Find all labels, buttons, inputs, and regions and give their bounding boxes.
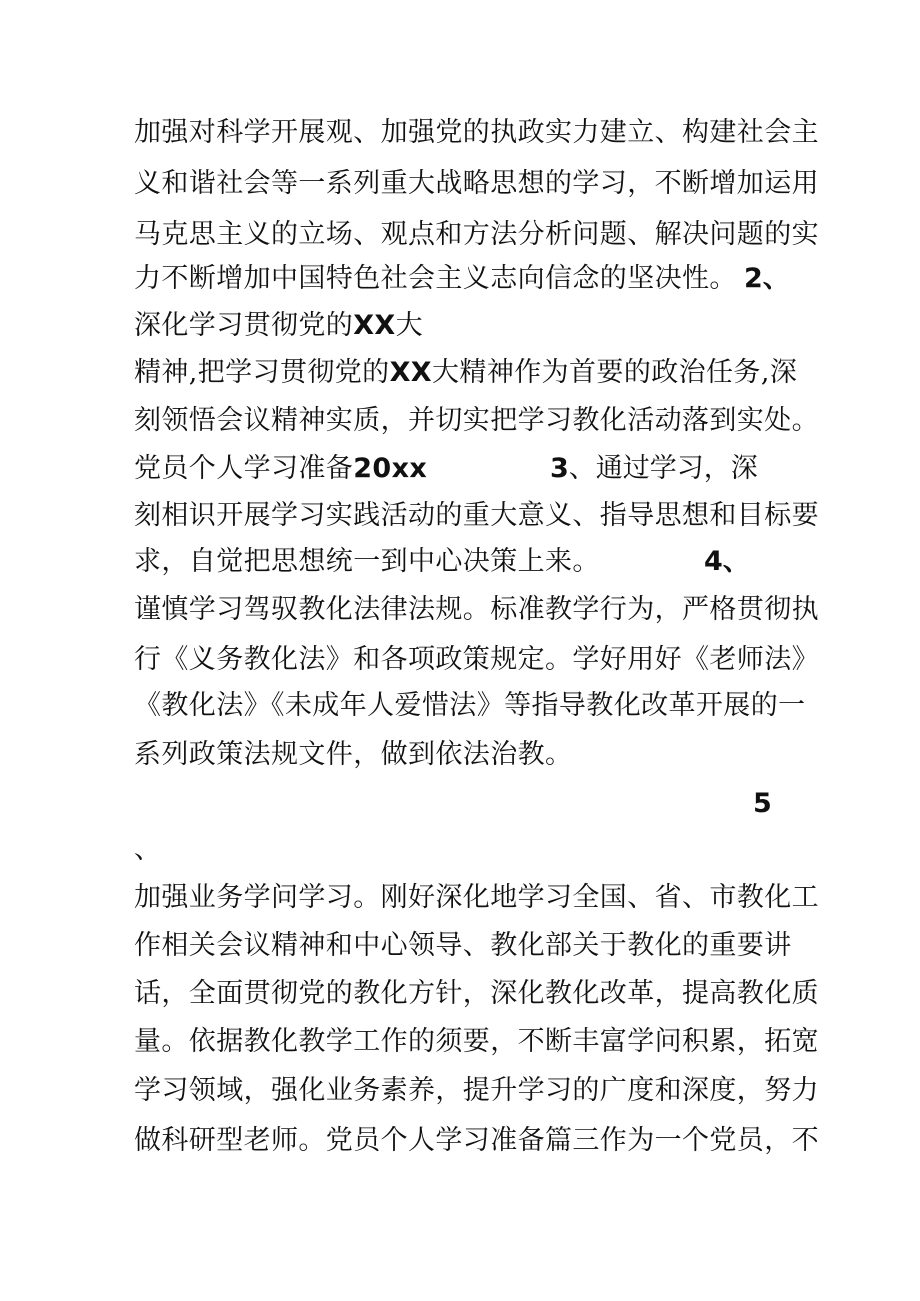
paragraph-line: 马克思主义的立场、观点和方法分析问题、解决问题的实 [134,219,819,250]
paragraph-line: 力不断增加中国特色社会主义志向信念的坚决性。 [134,263,737,294]
item-2-title-xx: XX [353,310,396,341]
section-heading-year: 20xx [353,453,428,484]
paragraph-line: 加强对科学开展观、加强党的执政实力建立、构建社会主 [134,117,819,148]
item-4-number: 4、 [704,546,750,577]
section-heading [134,451,427,487]
item-5-line: 做科研型老师。党员个人学习准备篇三作为一个党员，不 [134,1125,819,1156]
item-4-line: 行《义务教化法》和各项政策规定。学好用好《老师法》 [134,644,819,675]
item-3-body-line: 刻相识开展学习实践活动的重大意义、指导思想和目标要 [134,500,819,531]
item-5-number: 5 [753,788,772,819]
item-2-body-line: 刻领悟会议精神实质，并切实把学习教化活动落到实处。 [134,405,819,436]
paragraph-line: 义和谐社会等一系列重大战略思想的学习，不断增加运用 [134,168,819,199]
item-5-line: 话，全面贯彻党的教化方针，深化教化改革，提高教化质 [134,978,819,1009]
item-2-title [134,308,423,344]
section-heading-text: 党员个人学习准备 [134,453,354,484]
item-4-line: 《教化法》《未成年人爱惜法》等指导教化改革开展的一 [134,690,806,721]
item-5-line: 学习领域，强化业务素养，提升学习的广度和深度，努力 [134,1075,819,1106]
item-4-line: 系列政策法规文件，做到依法治教。 [134,739,573,770]
item-2-body-suffix: 大精神作为首要的政治任务,深 [432,357,798,388]
item-5-line: 加强业务学问学习。刚好深化地学习全国、省、市教化工 [134,882,819,913]
item-3-lead [550,451,758,487]
item-2-title-text: 深化学习贯彻党的 [134,310,354,341]
item-2-body-line [134,355,797,391]
item-2-title-suffix: 大 [395,310,424,341]
item-3-lead-text: 、通过学习，深 [568,453,758,484]
item-5-line: 作相关会议精神和中心领导、教化部关于教化的重要讲 [134,930,792,961]
item-2-body-xx: XX [389,357,433,388]
item-2-number: 2、 [744,263,790,294]
item-3-body-line: 求，自觉把思想统一到中心决策上来。 [134,546,600,577]
item-5-line: 量。依据教化教学工作的须要，不断丰富学问积累，拓宽 [134,1026,819,1057]
item-4-line: 谨慎学习驾驭教化法律法规。标准教学行为，严格贯彻执 [134,594,819,625]
item-3-number: 3 [550,453,569,484]
item-5-separator: 、 [134,834,162,865]
item-2-body-text: 精神,把学习贯彻党的 [134,357,390,388]
